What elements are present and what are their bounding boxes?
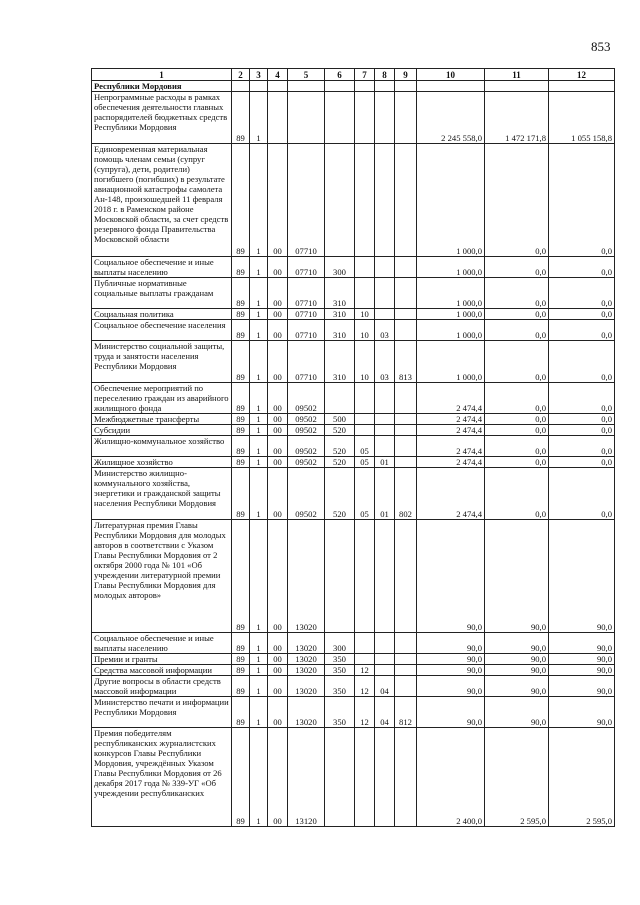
table-cell — [375, 92, 395, 144]
table-cell: 310 — [325, 341, 355, 383]
table-cell: 10 — [355, 341, 375, 383]
table-row — [92, 144, 615, 257]
table-cell: 1 — [250, 144, 268, 257]
table-cell: 2 400,0 — [417, 728, 485, 827]
table-cell: 00 — [268, 257, 288, 278]
table-cell: 0,0 — [549, 457, 615, 468]
table-cell: 90,0 — [417, 654, 485, 665]
table-cell — [375, 309, 395, 320]
table-cell: Другие вопросы в области средств массовой информации — [92, 676, 232, 697]
table-cell: Социальное обеспечение населения — [92, 320, 232, 341]
table-cell — [355, 144, 375, 257]
table-cell: 05 — [355, 468, 375, 520]
table-cell: 00 — [268, 728, 288, 827]
column-header: 8 — [375, 69, 395, 81]
table-cell: 00 — [268, 320, 288, 341]
table-cell: 89 — [232, 654, 250, 665]
table-cell: 04 — [375, 697, 395, 728]
table-cell: 89 — [232, 468, 250, 520]
table-cell: 90,0 — [417, 697, 485, 728]
table-cell: Социальная политика — [92, 309, 232, 320]
table-cell: 00 — [268, 278, 288, 309]
table-cell: 2 245 558,0 — [417, 92, 485, 144]
table-cell — [395, 383, 417, 414]
table-cell: 12 — [355, 697, 375, 728]
table-cell: 09502 — [288, 425, 325, 436]
table-cell: 0,0 — [485, 257, 549, 278]
table-cell: 13020 — [288, 697, 325, 728]
table-cell — [395, 633, 417, 654]
table-cell — [485, 81, 549, 92]
table-cell: 00 — [268, 309, 288, 320]
table-cell — [250, 81, 268, 92]
table-row — [92, 520, 615, 633]
table-cell: Публичные нормативные социальные выплаты гражданам — [92, 278, 232, 309]
table-cell: 0,0 — [549, 144, 615, 257]
table-cell: 90,0 — [549, 665, 615, 676]
table-cell: 00 — [268, 383, 288, 414]
table-cell: Межбюджетные трансферты — [92, 414, 232, 425]
table-row — [92, 81, 615, 92]
table-cell: Социальное обеспечение и иные выплаты населению — [92, 633, 232, 654]
table-cell: 300 — [325, 633, 355, 654]
table-cell — [395, 257, 417, 278]
table-cell — [355, 257, 375, 278]
table-cell: 0,0 — [485, 278, 549, 309]
table-cell: 07710 — [288, 144, 325, 257]
table-cell: 1 — [250, 520, 268, 633]
table-cell: 00 — [268, 520, 288, 633]
table-cell: 813 — [395, 341, 417, 383]
table-cell: Жилищно-коммунальное хозяйство — [92, 436, 232, 457]
table-cell — [355, 383, 375, 414]
table-cell — [395, 665, 417, 676]
table-cell — [355, 728, 375, 827]
table-cell: 89 — [232, 383, 250, 414]
table-cell — [375, 81, 395, 92]
table-cell: 13020 — [288, 665, 325, 676]
table-cell: 0,0 — [485, 320, 549, 341]
table-cell — [355, 414, 375, 425]
table-cell: 03 — [375, 341, 395, 383]
table-cell: 2 474,4 — [417, 436, 485, 457]
table-row — [92, 436, 615, 457]
table-cell: 0,0 — [549, 468, 615, 520]
table-cell: 1 000,0 — [417, 278, 485, 309]
table-cell: 1 472 171,8 — [485, 92, 549, 144]
table-cell: 1 — [250, 697, 268, 728]
table-cell: 350 — [325, 676, 355, 697]
table-cell: 89 — [232, 320, 250, 341]
column-header: 2 — [232, 69, 250, 81]
table-cell: 1 000,0 — [417, 257, 485, 278]
table-cell — [268, 92, 288, 144]
table-row — [92, 309, 615, 320]
table-cell — [395, 728, 417, 827]
table-cell: 1 — [250, 457, 268, 468]
table-cell: 09502 — [288, 457, 325, 468]
table-row — [92, 654, 615, 665]
table-cell: 89 — [232, 414, 250, 425]
table-cell — [268, 81, 288, 92]
table-cell: 1 — [250, 278, 268, 309]
table-cell: 90,0 — [485, 676, 549, 697]
column-header: 1 — [92, 69, 232, 81]
table-cell: 89 — [232, 728, 250, 827]
table-cell: 0,0 — [549, 341, 615, 383]
table-cell: 2 474,4 — [417, 457, 485, 468]
table-cell — [375, 520, 395, 633]
table-cell — [375, 144, 395, 257]
table-cell: 05 — [355, 436, 375, 457]
table-cell: 1 000,0 — [417, 320, 485, 341]
table-cell — [417, 81, 485, 92]
table-row — [92, 728, 615, 827]
table-cell: 0,0 — [549, 309, 615, 320]
table-cell: 1 055 158,8 — [549, 92, 615, 144]
table-cell: 1 000,0 — [417, 341, 485, 383]
table-cell: Субсидии — [92, 425, 232, 436]
table-cell: 00 — [268, 654, 288, 665]
table-cell: 90,0 — [485, 665, 549, 676]
table-cell: 1 — [250, 92, 268, 144]
table-cell: 13120 — [288, 728, 325, 827]
table-cell — [395, 520, 417, 633]
table-cell: 00 — [268, 633, 288, 654]
table-cell — [395, 278, 417, 309]
table-row — [92, 414, 615, 425]
table-cell: 520 — [325, 457, 355, 468]
table-cell: 07710 — [288, 320, 325, 341]
page-number: 853 — [591, 39, 611, 54]
table-cell: Министерство социальной защиты, труда и занятости населения Республики Мордовия — [92, 341, 232, 383]
table-cell: 0,0 — [485, 425, 549, 436]
table-cell — [355, 520, 375, 633]
table-cell: 0,0 — [485, 309, 549, 320]
table-row — [92, 665, 615, 676]
table-cell: 90,0 — [417, 676, 485, 697]
table-cell — [355, 81, 375, 92]
table-cell — [395, 414, 417, 425]
table-cell — [355, 92, 375, 144]
table-cell: 89 — [232, 309, 250, 320]
table-row — [92, 633, 615, 654]
column-header: 3 — [250, 69, 268, 81]
table-cell — [395, 81, 417, 92]
table-cell: 1 — [250, 676, 268, 697]
table-cell — [325, 81, 355, 92]
table-cell: 0,0 — [549, 320, 615, 341]
table-cell: Министерство жилищно-коммунального хозяйства, энергетики и гражданской защиты населения Республики Мордовия — [92, 468, 232, 520]
table-cell — [355, 633, 375, 654]
budget-table — [91, 68, 615, 827]
table-cell: 00 — [268, 436, 288, 457]
table-cell: 1 — [250, 728, 268, 827]
table-cell — [355, 278, 375, 309]
table-cell — [395, 144, 417, 257]
table-cell — [375, 728, 395, 827]
table-cell: Литературная премия Главы Республики Мордовия для молодых авторов в соответствии с Указом Главы Республики Мордовия от 2 октября 2000 года № 101 «Об учреждении литературной премии Главы Республики Мордовия для молодых авторов» — [92, 520, 232, 633]
table-cell: Обеспечение мероприятий по переселению граждан из аварийного жилищного фонда — [92, 383, 232, 414]
column-header: 10 — [417, 69, 485, 81]
table-row — [92, 425, 615, 436]
table-cell: 00 — [268, 665, 288, 676]
table-cell: 1 000,0 — [417, 144, 485, 257]
table-cell — [355, 425, 375, 436]
table-cell: 04 — [375, 676, 395, 697]
table-cell: 09502 — [288, 468, 325, 520]
table-cell: 07710 — [288, 278, 325, 309]
table-cell: Премия победителям республиканских журналистских конкурсов Главы Республики Мордовия, учреждённых Указом Главы Республики Мордовия от 26 декабря 2017 года № 339-УГ «Об учреждении республиканских — [92, 728, 232, 827]
table-row — [92, 341, 615, 383]
table-cell: 09502 — [288, 436, 325, 457]
table-cell: 2 474,4 — [417, 468, 485, 520]
table-cell: 90,0 — [549, 520, 615, 633]
table-cell: 520 — [325, 425, 355, 436]
table-row — [92, 457, 615, 468]
table-cell: 1 — [250, 383, 268, 414]
table-cell: 90,0 — [549, 633, 615, 654]
table-row — [92, 383, 615, 414]
table-cell: 89 — [232, 425, 250, 436]
table-cell: 1 — [250, 309, 268, 320]
table-cell — [325, 520, 355, 633]
table-cell — [395, 436, 417, 457]
table-cell: 09502 — [288, 383, 325, 414]
table-cell: 00 — [268, 468, 288, 520]
table-cell — [395, 676, 417, 697]
table-cell — [549, 81, 615, 92]
table-cell: Республики Мордовия — [92, 81, 232, 92]
table-cell: 812 — [395, 697, 417, 728]
table-row — [92, 92, 615, 144]
table-cell — [375, 278, 395, 309]
table-cell: 90,0 — [485, 633, 549, 654]
table-cell — [375, 633, 395, 654]
table-cell: 90,0 — [549, 654, 615, 665]
table-cell — [355, 654, 375, 665]
table-cell: 310 — [325, 309, 355, 320]
table-cell: 2 474,4 — [417, 414, 485, 425]
table-cell — [288, 92, 325, 144]
table-row — [92, 257, 615, 278]
table-cell: 10 — [355, 309, 375, 320]
table-cell: 300 — [325, 257, 355, 278]
table-cell: 350 — [325, 697, 355, 728]
table-cell: 90,0 — [417, 633, 485, 654]
table-cell — [325, 383, 355, 414]
table-cell — [375, 257, 395, 278]
table-cell: 0,0 — [485, 383, 549, 414]
table-cell: 0,0 — [485, 468, 549, 520]
table-cell: 00 — [268, 425, 288, 436]
table-cell — [375, 436, 395, 457]
table-cell: 03 — [375, 320, 395, 341]
table-cell: 2 595,0 — [549, 728, 615, 827]
table-cell: 310 — [325, 278, 355, 309]
table-cell: 01 — [375, 468, 395, 520]
table-cell — [325, 144, 355, 257]
column-header: 6 — [325, 69, 355, 81]
table-cell — [375, 665, 395, 676]
table-header-row — [92, 69, 615, 81]
table-cell: 0,0 — [549, 414, 615, 425]
table-cell: 1 — [250, 633, 268, 654]
table-cell: 1 — [250, 257, 268, 278]
table-cell: 1 — [250, 341, 268, 383]
table-cell — [375, 383, 395, 414]
table-cell — [375, 425, 395, 436]
column-header: 11 — [485, 69, 549, 81]
table-cell: 00 — [268, 341, 288, 383]
table-cell: 0,0 — [485, 436, 549, 457]
table-cell: 09502 — [288, 414, 325, 425]
table-cell: 520 — [325, 436, 355, 457]
table-cell: 1 — [250, 320, 268, 341]
table-cell: 89 — [232, 144, 250, 257]
table-cell: 2 474,4 — [417, 383, 485, 414]
table-row — [92, 320, 615, 341]
table-cell: 05 — [355, 457, 375, 468]
table-cell — [395, 309, 417, 320]
table-cell: 00 — [268, 676, 288, 697]
table-cell: 1 000,0 — [417, 309, 485, 320]
table-cell: 0,0 — [549, 278, 615, 309]
table-cell — [325, 92, 355, 144]
table-cell: Социальное обеспечение и иные выплаты населению — [92, 257, 232, 278]
column-header: 12 — [549, 69, 615, 81]
table-row — [92, 278, 615, 309]
table-cell: 89 — [232, 278, 250, 309]
table-cell: 2 474,4 — [417, 425, 485, 436]
table-cell — [395, 320, 417, 341]
table-cell: 500 — [325, 414, 355, 425]
table-cell: 13020 — [288, 676, 325, 697]
table-cell: 89 — [232, 341, 250, 383]
table-cell: 90,0 — [417, 520, 485, 633]
table-cell — [395, 425, 417, 436]
table-cell: 0,0 — [485, 457, 549, 468]
table-cell: 1 — [250, 425, 268, 436]
table-cell: 0,0 — [549, 425, 615, 436]
table-cell: 89 — [232, 436, 250, 457]
table-cell: Непрограммные расходы в рамках обеспечения деятельности главных распорядителей бюджетных средств Республики Мордовия — [92, 92, 232, 144]
table-cell: 89 — [232, 457, 250, 468]
table-cell: 350 — [325, 665, 355, 676]
table-cell — [395, 457, 417, 468]
table-cell: 89 — [232, 665, 250, 676]
table-cell — [395, 654, 417, 665]
table-cell: 07710 — [288, 341, 325, 383]
table-cell: 0,0 — [549, 436, 615, 457]
column-header: 4 — [268, 69, 288, 81]
table-cell: 89 — [232, 257, 250, 278]
table-cell: 12 — [355, 676, 375, 697]
table-cell: 0,0 — [485, 144, 549, 257]
table-cell — [375, 414, 395, 425]
table-cell: 90,0 — [485, 654, 549, 665]
table-cell: 1 — [250, 654, 268, 665]
table-cell — [395, 92, 417, 144]
table-cell: Единовременная материальная помощь членам семьи (супруг (супруга), дети, родители) погибшего (погибших) в результате авиационной катастрофы самолета Ан-148, произошедшей 11 февраля 2018 г. в Раменском районе Московской области, за счет средств резервного фонда Правительства Московской области — [92, 144, 232, 257]
table-row — [92, 697, 615, 728]
table-cell: 89 — [232, 697, 250, 728]
table-cell: 01 — [375, 457, 395, 468]
table-cell: 89 — [232, 633, 250, 654]
table-cell: Жилищное хозяйство — [92, 457, 232, 468]
table-cell: 13020 — [288, 520, 325, 633]
table-cell: 802 — [395, 468, 417, 520]
table-cell: 00 — [268, 697, 288, 728]
table-cell: 520 — [325, 468, 355, 520]
table-cell — [288, 81, 325, 92]
table-cell: 90,0 — [549, 697, 615, 728]
table-cell: Премии и гранты — [92, 654, 232, 665]
table-row — [92, 676, 615, 697]
table-cell: 13020 — [288, 633, 325, 654]
table-cell: Министерство печати и информации Республики Мордовия — [92, 697, 232, 728]
table-body — [92, 81, 615, 827]
column-header: 5 — [288, 69, 325, 81]
table-cell: 07710 — [288, 257, 325, 278]
table-cell: 0,0 — [485, 341, 549, 383]
table-cell: 1 — [250, 436, 268, 457]
table-cell: 0,0 — [549, 257, 615, 278]
table-cell: 89 — [232, 520, 250, 633]
column-header: 9 — [395, 69, 417, 81]
table-cell: 90,0 — [417, 665, 485, 676]
table-cell: 90,0 — [485, 697, 549, 728]
table-cell: 90,0 — [485, 520, 549, 633]
table-cell: Средства массовой информации — [92, 665, 232, 676]
table-cell: 10 — [355, 320, 375, 341]
table-cell: 00 — [268, 144, 288, 257]
table-cell: 89 — [232, 92, 250, 144]
table-cell — [325, 728, 355, 827]
table-cell: 07710 — [288, 309, 325, 320]
table-cell — [375, 654, 395, 665]
table-cell: 0,0 — [485, 414, 549, 425]
table-cell: 2 595,0 — [485, 728, 549, 827]
table-cell: 90,0 — [549, 676, 615, 697]
table-cell: 13020 — [288, 654, 325, 665]
table-cell — [232, 81, 250, 92]
column-header: 7 — [355, 69, 375, 81]
table-cell: 310 — [325, 320, 355, 341]
table-cell: 0,0 — [549, 383, 615, 414]
table-row — [92, 468, 615, 520]
table-cell: 1 — [250, 414, 268, 425]
table-cell: 89 — [232, 676, 250, 697]
table-cell: 1 — [250, 665, 268, 676]
table-cell: 1 — [250, 468, 268, 520]
table-cell: 00 — [268, 414, 288, 425]
table-cell: 00 — [268, 457, 288, 468]
table-cell: 350 — [325, 654, 355, 665]
table-cell: 12 — [355, 665, 375, 676]
